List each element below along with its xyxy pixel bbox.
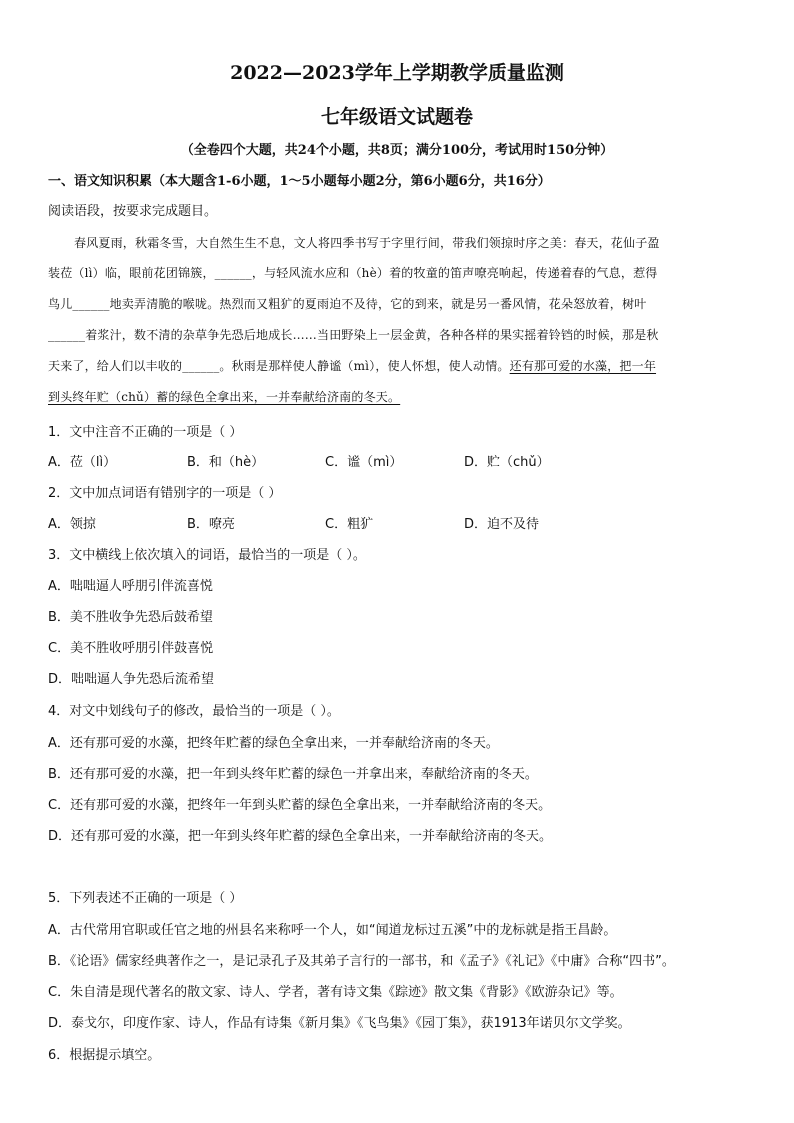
exam-note: （全卷四个大题，共24个小题，共8页；满分100分，考试用时150分钟） xyxy=(180,143,614,158)
question-5-option-d[interactable]: D．泰戈尔，印度作家、诗人，作品有诗集《新月集》《飞鸟集》《园丁集》，获1913年诺贝尔文学奖。 xyxy=(48,1016,631,1031)
question-3-option-c[interactable]: C．美不胜收呼朋引伴鼓喜悦 xyxy=(48,641,214,656)
question-6-stem: 6．根据提示填空。 xyxy=(48,1048,161,1063)
question-3-option-d[interactable]: D．咄咄逼人争先恐后流希望 xyxy=(48,672,215,687)
question-2-option-b[interactable]: B．嘹亮 xyxy=(187,517,235,532)
passage-line-5 xyxy=(48,357,748,374)
question-2-option-a[interactable]: A．领掠 xyxy=(48,517,96,532)
passage-line-4: ______着浆汁，数不清的杂草争先恐后地成长……当田野染上一层金黄，各种各样的果实摇着铃铛的时候，那是秋 xyxy=(48,328,659,342)
underlined-sentence-start: 还有那可爱的水藻，把一年 xyxy=(509,359,657,373)
passage-line-5-text: 天来了，给人们以丰收的______。秋雨是那样使人静谧（mì），使人怀想，使人动情。 xyxy=(48,359,510,373)
question-5-option-b[interactable]: B．《论语》儒家经典著作之一，是记录孔子及其弟子言行的一部书，和《孟子》《礼记》《中庸》合称“四书”。 xyxy=(48,954,675,969)
question-1-option-c[interactable]: C．谧（mì） xyxy=(325,455,403,470)
question-3-option-a[interactable]: A．咄咄逼人呼朋引伴流喜悦 xyxy=(48,579,213,594)
question-3-option-b[interactable]: B．美不胜收争先恐后鼓希望 xyxy=(48,610,213,625)
question-2-stem: 2．文中加点词语有错别字的一项是（ ） xyxy=(48,486,282,501)
question-5-option-a[interactable]: A．古代常用官职或任官之地的州县名来称呼一个人，如“闻道龙标过五溪”中的龙标就是指王昌龄。 xyxy=(48,923,617,938)
exam-title: 2022—2023学年上学期教学质量监测 xyxy=(230,62,564,84)
section-heading: 一、语文知识积累（本大题含1-6小题，1～5小题每小题2分，第6小题6分，共16分） xyxy=(48,174,551,189)
question-1-option-a[interactable]: A．莅（lì） xyxy=(48,455,117,470)
passage-line-1: 春风夏雨，秋霜冬雪，大自然生生不息，文人将四季书写于字里行间，带我们领掠时序之美：春天，花仙子盈 xyxy=(74,236,660,250)
question-3-stem: 3．文中横线上依次填入的词语，最恰当的一项是（ ）。 xyxy=(48,548,366,563)
passage-line-2: 装莅（lì）临，眼前花团锦簇，______，与轻风流水应和（hè）着的牧童的笛声嘹亮响起，传递着春的气息，惹得 xyxy=(48,266,658,280)
question-2-option-d[interactable]: D．迫不及待 xyxy=(464,517,540,532)
question-5-option-c[interactable]: C．朱自清是现代著名的散文家、诗人、学者，著有诗文集《踪迹》散文集《背影》《欧游杂记》等。 xyxy=(48,985,623,1000)
question-2-option-c[interactable]: C．粗犷 xyxy=(325,517,374,532)
exam-subtitle-title: 七年级语文试题卷 xyxy=(320,106,473,128)
question-4-option-d[interactable]: D．还有那可爱的水藻，把一年到头终年贮蓄的绿色全拿出来，一并奉献给济南的冬天。 xyxy=(48,829,553,844)
question-4-option-a[interactable]: A．还有那可爱的水藻，把终年贮蓄的绿色全拿出来，一并奉献给济南的冬天。 xyxy=(48,736,499,751)
question-4-option-b[interactable]: B．还有那可爱的水藻，把一年到头终年贮蓄的绿色一并拿出来，奉献给济南的冬天。 xyxy=(48,767,538,782)
question-5-stem: 5．下列表述不正确的一项是（ ） xyxy=(48,891,243,906)
question-1-option-d[interactable]: D．贮（chǔ） xyxy=(464,455,550,470)
reading-instruction: 阅读语段，按要求完成题目。 xyxy=(48,204,218,219)
question-1-option-b[interactable]: B．和（hè） xyxy=(187,455,265,470)
passage-line-6-underlined: 到头终年贮（chǔ）蓄的绿色全拿出来，一并奉献给济南的冬天。 xyxy=(48,390,401,404)
question-4-option-c[interactable]: C．还有那可爱的水藻，把终年一年到头贮蓄的绿色全拿出来，一并奉献给济南的冬天。 xyxy=(48,798,552,813)
question-4-stem: 4．对文中划线句子的修改，最恰当的一项是（ ）。 xyxy=(48,704,340,719)
passage-line-3: 鸟儿______地卖弄清脆的喉咙。热烈而又粗犷的夏雨迫不及待，它的到来，就是另一番风情，花朵怒放着，树叶 xyxy=(48,297,647,311)
question-1-stem: 1．文中注音不正确的一项是（ ） xyxy=(48,425,243,440)
